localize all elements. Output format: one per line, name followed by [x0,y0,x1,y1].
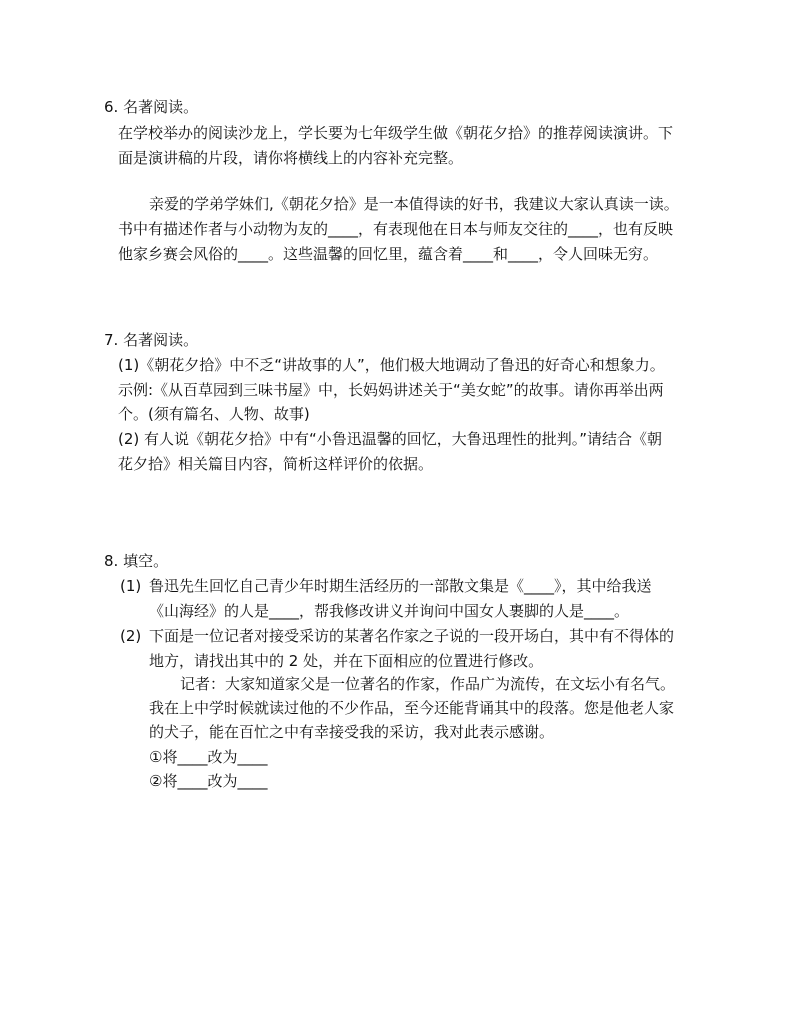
question-7-title: 7. 名著阅读。 [104,331,199,349]
question-8-part-1-line-1: 鲁迅先生回忆自己青少年时期生活经历的一部散文集是《____》，其中给我送 [149,577,652,595]
question-7-line-3: 个。(须有篇名、人物、故事) [118,405,310,423]
question-7-line-4: (2) 有人说《朝花夕拾》中有“小鲁迅温馨的回忆，大鲁迅理性的批判。”请结合《朝 [118,430,663,448]
question-7-line-5: 花夕拾》相关篇目内容，简析这样评价的依据。 [118,455,434,473]
question-8-part-1-line-2: 《山海经》的人是____，帮我修改讲义并询问中国女人裹脚的人是____。 [149,602,630,620]
question-8-part-2-line-1: 下面是一位记者对接受采访的某著名作家之子说的一段开场白，其中有不得体的 [149,627,675,645]
question-6-title: 6. 名著阅读。 [104,98,199,116]
question-8-quote-line-1: 记者：大家知道家父是一位著名的作家，作品广为流传，在文坛小有名气。 [180,675,676,693]
question-8-quote-line-3: 的犬子，能在百忙之中有幸接受我的采访，我对此表示感谢。 [149,723,555,741]
question-8-part-1-number: (1) [120,577,142,595]
question-8-answer-2[interactable]: ②将____改为____ [149,772,268,790]
question-6-intro-line-1: 在学校举办的阅读沙龙上，学长要为七年级学生做《朝花夕拾》的推荐阅读演讲。下 [118,124,674,142]
question-8-part-2-line-2: 地方，请找出其中的 2 处，并在下面相应的位置进行修改。 [149,652,544,670]
question-8-title: 8. 填空。 [104,552,169,570]
question-6-passage-line-2: 书中有描述作者与小动物为友的____，有表现他在日本与师友交往的____，也有反映 [118,220,674,238]
question-6-intro-line-2: 面是演讲稿的片段，请你将横线上的内容补充完整。 [118,149,464,167]
question-8-quote-line-2: 我在上中学时候就读过他的不少作品，至今还能背诵其中的段落。您是他老人家 [149,699,675,717]
question-7-line-2: 示例:《从百草园到三味书屋》中，长妈妈讲述关于“美女蛇”的故事。请你再举出两 [118,381,664,399]
question-8-part-2-number: (2) [120,627,142,645]
question-8-answer-1[interactable]: ①将____改为____ [149,748,268,766]
question-7-line-1: (1)《朝花夕拾》中不乏“讲故事的人”，他们极大地调动了鲁迅的好奇心和想象力。 [118,356,665,374]
question-6-passage-line-3: 他家乡赛会风俗的____。这些温馨的回忆里，蕴含着____和____，令人回味无穷。 [118,245,659,263]
question-6-passage-line-1: 亲爱的学弟学妹们,《朝花夕拾》是一本值得读的好书，我建议大家认真读一读。 [149,195,679,213]
